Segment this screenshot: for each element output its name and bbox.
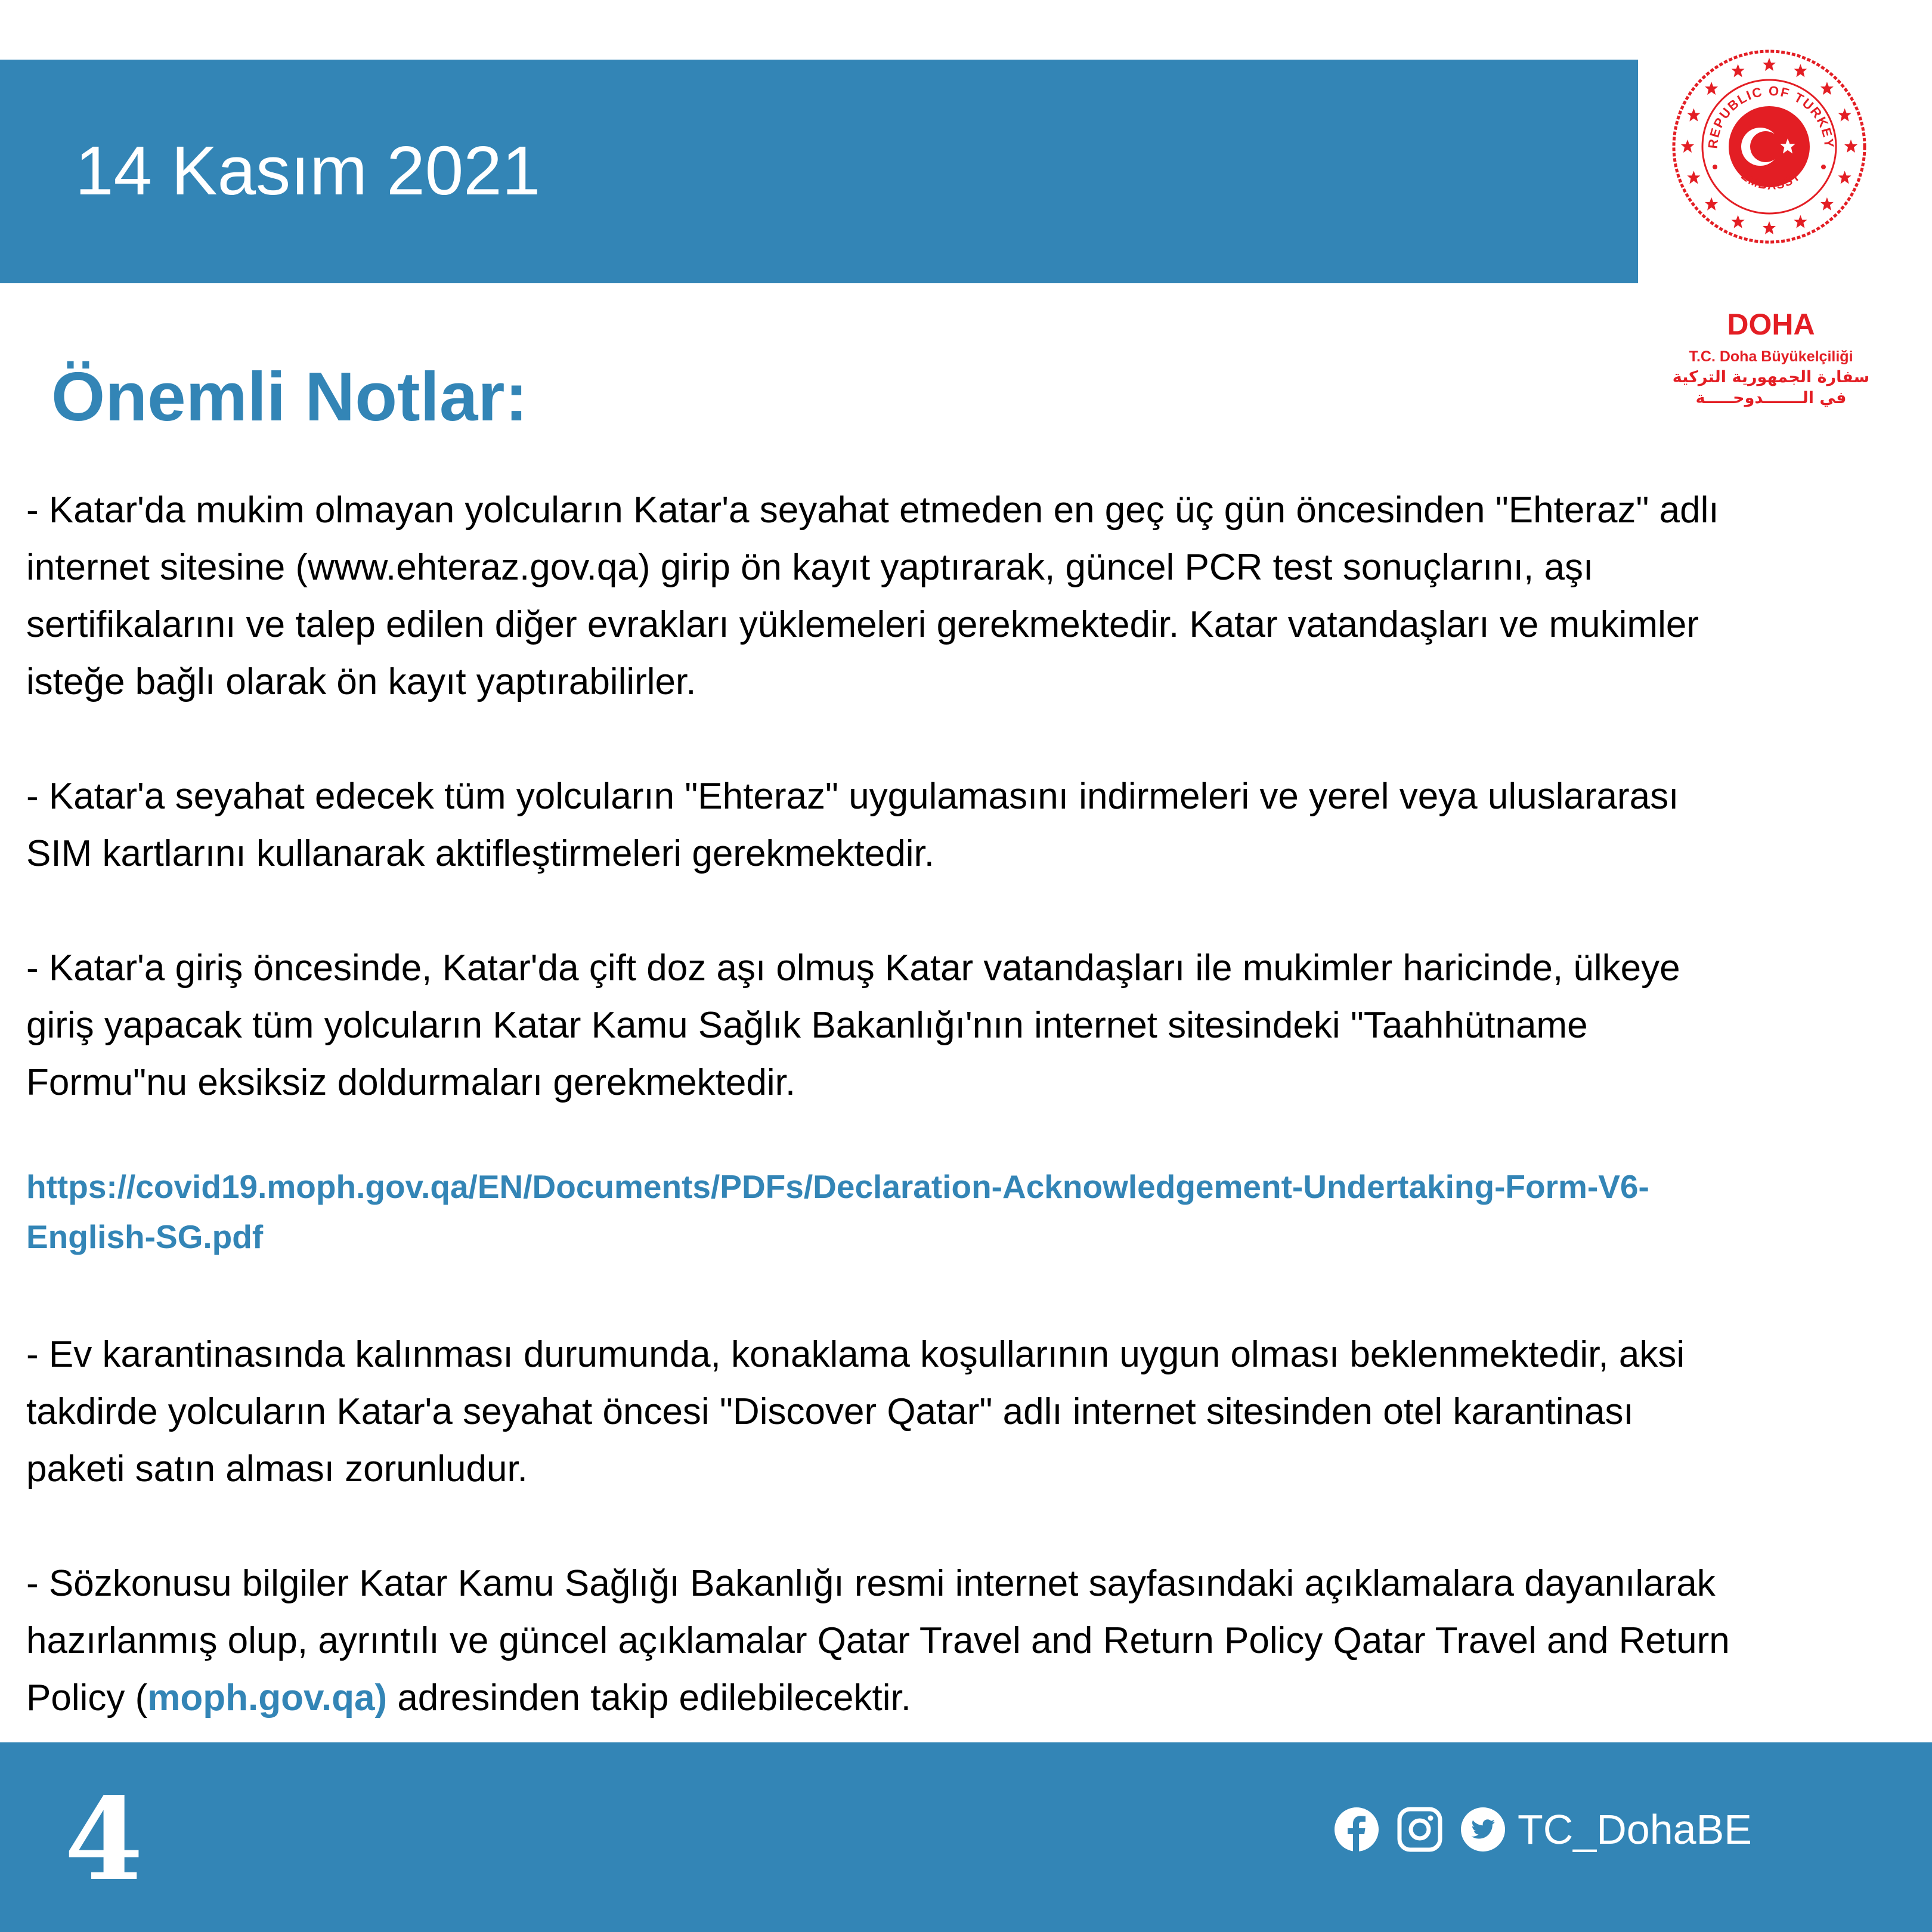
header-date: 14 Kasım 2021 — [75, 132, 541, 209]
text-line — [26, 1670, 1932, 1727]
emblem-star-icon — [1705, 197, 1718, 210]
text-segment: adresinden takip edilebilecektir. — [387, 1677, 911, 1719]
svg-text:EMBASSY: EMBASSY — [1738, 169, 1804, 193]
emblem-star-icon — [1820, 197, 1834, 210]
facebook-icon[interactable] — [1334, 1807, 1379, 1852]
text-line: paketi satın alması zorunludur. — [26, 1448, 528, 1490]
emblem-star-icon — [1687, 171, 1700, 184]
logo-city: DOHA — [1727, 308, 1815, 341]
embassy-emblem-icon — [1670, 48, 1872, 250]
text-line: - Katar'a giriş öncesinde, Katar'da çift doz aşı olmuş Katar vatandaşları ile mukimler haricinde, ülkeye — [26, 948, 1680, 989]
notes-body — [26, 482, 1932, 1727]
emblem-star-icon — [1763, 58, 1776, 71]
emblem-star-icon — [1794, 215, 1807, 228]
moph-link[interactable]: moph.gov.qa) — [147, 1677, 388, 1719]
text-line: giriş yapacak tüm yolcuların Katar Kamu Sağlık Bakanlığı'nın internet sitesindeki "Taahhütname — [26, 1005, 1588, 1046]
emblem-star-icon — [1681, 140, 1694, 153]
text-line: - Sözkonusu bilgiler Katar Kamu Sağlığı Bakanlığı resmi internet sayfasındaki açıklamalara dayanılarak — [26, 1563, 1716, 1604]
social-links — [1334, 1807, 1752, 1852]
text-line: hazırlanmış olup, ayrıntılı ve güncel açıklamalar Qatar Travel and Return Policy Qatar Travel and Return — [26, 1620, 1730, 1661]
instagram-icon[interactable] — [1397, 1807, 1442, 1852]
form-link-line[interactable]: English-SG.pdf — [26, 1218, 264, 1255]
emblem-star-icon — [1732, 64, 1745, 77]
emblem-star-icon — [1763, 221, 1776, 234]
logo-name-ar-line2: في الـــــــدوحـــــة — [1695, 389, 1847, 407]
paragraph-spacer — [26, 711, 1932, 768]
note-paragraph-1 — [26, 482, 1932, 711]
text-line: sertifikalarını ve talep edilen diğer evrakları yüklemeleri gerekmektedir. Katar vatandaşları ve mukimler — [26, 604, 1699, 645]
paragraph-spacer — [26, 1498, 1932, 1555]
paragraph-spacer — [26, 1262, 1932, 1326]
text-line: - Katar'da mukim olmayan yolcuların Katar'a seyahat etmeden en geç üç gün öncesinden "Ehteraz" adlı — [26, 490, 1719, 531]
twitter-icon[interactable] — [1460, 1807, 1506, 1852]
page-number: 4 — [64, 1773, 144, 1906]
logo-name-ar-line1: سفارة الجمهورية التركية — [1672, 368, 1870, 386]
emblem-star-icon — [1794, 64, 1807, 77]
social-handle[interactable]: TC_DohaBE — [1518, 1806, 1752, 1853]
text-segment: Policy ( — [26, 1677, 148, 1719]
note-paragraph-4 — [26, 1326, 1932, 1498]
form-link-line[interactable]: https://covid19.moph.gov.qa/EN/Documents/PDFs/Declaration-Acknowledgement-Undertaking-Form-V6- — [26, 1168, 1649, 1205]
form-link[interactable] — [26, 1162, 1932, 1262]
svg-text:REPUBLIC OF TURKEY: REPUBLIC OF TURKEY — [1705, 83, 1837, 150]
text-line: isteğe bağlı olarak ön kayıt yaptırabilirler. — [26, 661, 696, 702]
emblem-star-icon — [1820, 82, 1834, 95]
emblem-star-icon — [1687, 109, 1700, 122]
paragraph-spacer — [26, 1111, 1932, 1162]
text-line: - Ev karantinasında kalınması durumunda, konaklama koşullarının uygun olması beklenmektedir, aksi — [26, 1334, 1685, 1375]
note-paragraph-2 — [26, 768, 1932, 883]
text-line: - Katar'a seyahat edecek tüm yolcuların "Ehteraz" uygulamasını indirmeleri ve yerel veya uluslararası — [26, 776, 1679, 817]
emblem-star-icon — [1838, 171, 1852, 184]
emblem-star-icon — [1732, 215, 1745, 228]
note-paragraph-5 — [26, 1555, 1932, 1727]
logo-name-tr: T.C. Doha Büyükelçiliği — [1689, 348, 1853, 365]
emblem-star-icon — [1838, 109, 1852, 122]
text-line: takdirde yolcuların Katar'a seyahat öncesi "Discover Qatar" adlı internet sitesinden otel karantinası — [26, 1391, 1634, 1432]
text-line: SIM kartlarını kullanarak aktifleştirmeleri gerekmektedir. — [26, 833, 934, 874]
paragraph-spacer — [26, 883, 1932, 940]
embassy-logo — [1670, 48, 1872, 407]
note-paragraph-3 — [26, 940, 1932, 1111]
text-line: internet sitesine (www.ehteraz.gov.qa) girip ön kayıt yaptırarak, güncel PCR test sonuçlarını, aşı — [26, 547, 1594, 588]
emblem-star-icon — [1844, 140, 1857, 153]
section-title: Önemli Notlar: — [51, 358, 528, 435]
emblem-star-icon — [1705, 82, 1718, 95]
text-line: Formu"nu eksiksiz doldurmaları gerekmektedir. — [26, 1062, 796, 1103]
